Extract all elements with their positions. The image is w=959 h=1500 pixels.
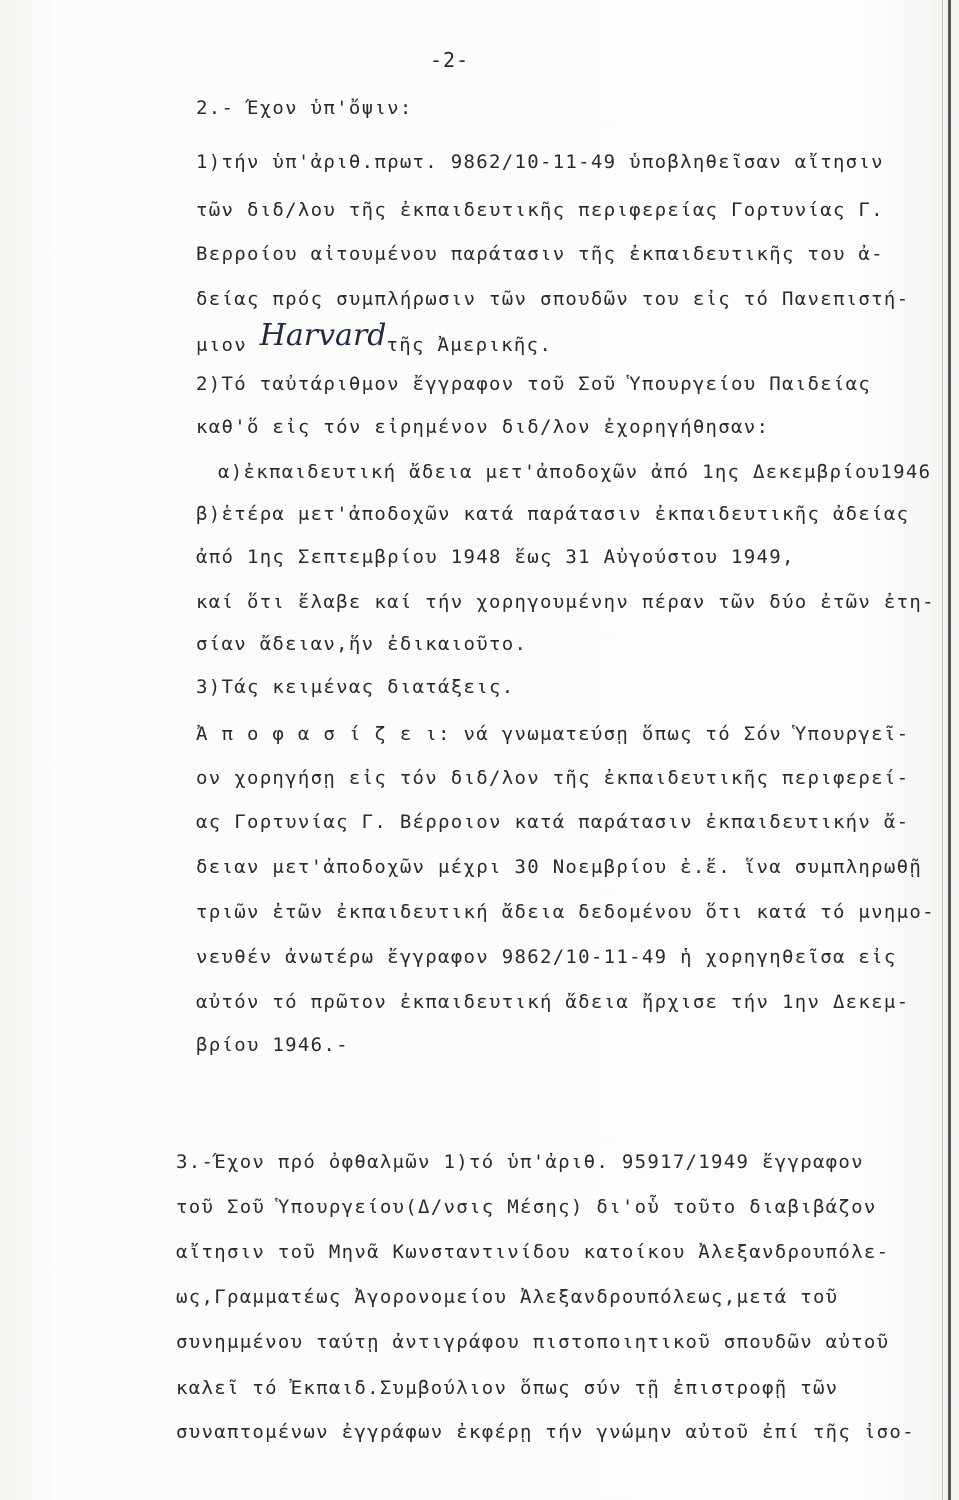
text-line: ας Γορτυνίας Γ. Βέρροιον κατά παράτασιν ἐκπαιδευτικήν ἄ- [196, 811, 910, 833]
text-line: 3)Τάς κειμένας διατάξεις. [196, 676, 515, 698]
text-line: β)ἑτέρα μετ'ἀποδοχῶν κατά παράτασιν ἐκπαιδευτικῆς ἀδείας [196, 503, 910, 525]
university-suffix: τῆς Ἀμερικῆς. [386, 334, 553, 356]
text-line: τριῶν ἐτῶν ἐκπαιδευτική ἄδεια δεδομένου ὅτι κατά τό μνημο- [196, 901, 935, 923]
text-line: αἴτησιν τοῦ Μηνᾶ Κωνσταντινίδου κατοίκου Ἀλεξανδρουπόλε- [176, 1241, 890, 1263]
text-line: συναπτομένων ἐγγράφων ἐκφέρῃ τήν γνώμην αὐτοῦ ἐπί τῆς ἰσο- [176, 1421, 915, 1443]
text-line: καθ'ὅ εἰς τόν εἰρημένον διδ/λον ἐχορηγήθησαν: [196, 416, 770, 438]
university-prefix: μιον [196, 334, 247, 356]
text-line: ον χορηγήσῃ εἰς τόν διδ/λον τῆς ἐκπαιδευτικῆς περιφερεί- [196, 767, 910, 789]
text-line: τοῦ Σοῦ Ὑπουργείου(Δ/νσις Μέσης) δι'οὗ τοῦτο διαβιβάζον [176, 1196, 877, 1218]
text-line: 2)Τό ταὐτάριθμον ἔγγραφον τοῦ Σοῦ Ὑπουργείου Παιδείας [196, 373, 872, 395]
text-line: 3.-Έχον πρό ὀφθαλμῶν 1)τό ὑπ'ἀριθ. 95917/1949 ἔγγραφον [176, 1151, 864, 1173]
text-line: αὐτόν τό πρῶτον ἐκπαιδευτική ἄδεια ἤρχισε τήν 1ην Δεκεμ- [196, 991, 910, 1013]
text-line: καλεῖ τό Ἐκπαιδ.Συμβούλιον ὅπως σύν τῇ ἐπιστροφῇ τῶν [176, 1377, 839, 1399]
text-line: δειαν μετ'ἀποδοχῶν μέχρι 30 Νοεμβρίου ἐ.ἔ. ἵνα συμπληρωθῇ [196, 856, 923, 878]
text-line: τῶν διδ/λου τῆς ἐκπαιδευτικῆς περιφερείας Γορτυνίας Γ. [196, 199, 884, 221]
text-line: 1)τήν ὑπ'ἀριθ.πρωτ. 9862/10-11-49 ὑποβληθεῖσαν αἴτησιν [196, 151, 884, 173]
text-line: Ἀ π ο φ α σ ί ζ ε ι: νά γνωματεύσῃ ὅπως τό Σόν Ὑπουργεῖ- [196, 723, 910, 745]
text-line: ἀπό 1ης Σεπτεμβρίου 1948 ἕως 31 Αὐγούστου 1949, [196, 546, 795, 568]
text-line: νευθέν ἀνωτέρω ἔγγραφον 9862/10-11-49 ἡ χορηγηθεῖσα εἰς [196, 946, 897, 968]
handwritten-harvard: Harvard [259, 318, 387, 353]
page-edge-line [942, 0, 943, 1500]
page-edge-shadow [948, 0, 951, 1500]
text-line: Βερροίου αἰτουμένου παράτασιν τῆς ἐκπαιδευτικῆς του ἀ- [196, 243, 884, 265]
text-line: 2.- Έχον ὑπ'ὄψιν: [196, 97, 413, 119]
text-line: α)ἐκπαιδευτική ἄδεια μετ'ἀποδοχῶν ἀπό 1ης Δεκεμβρίου1946 [218, 461, 932, 483]
text-line-university [196, 318, 553, 357]
text-line: σίαν ἄδειαν,ἥν ἐδικαιοῦτο. [196, 633, 528, 655]
text-line: ως,Γραμματέως Ἀγορονομείου Ἀλεξανδρουπόλεως,μετά τοῦ [176, 1286, 839, 1308]
text-line: δείας πρός συμπλήρωσιν τῶν σπουδῶν του εἰς τό Πανεπιστή- [196, 288, 910, 310]
text-line: βρίου 1946.- [196, 1034, 349, 1056]
page-number: -2- [430, 48, 470, 72]
text-line: συνημμένου ταύτῃ ἀντιγράφου πιστοποιητικοῦ σπουδῶν αὐτοῦ [176, 1331, 890, 1353]
text-line: καί ὅτι ἔλαβε καί τήν χορηγουμένην πέραν τῶν δύο ἐτῶν ἐτη- [196, 591, 935, 613]
